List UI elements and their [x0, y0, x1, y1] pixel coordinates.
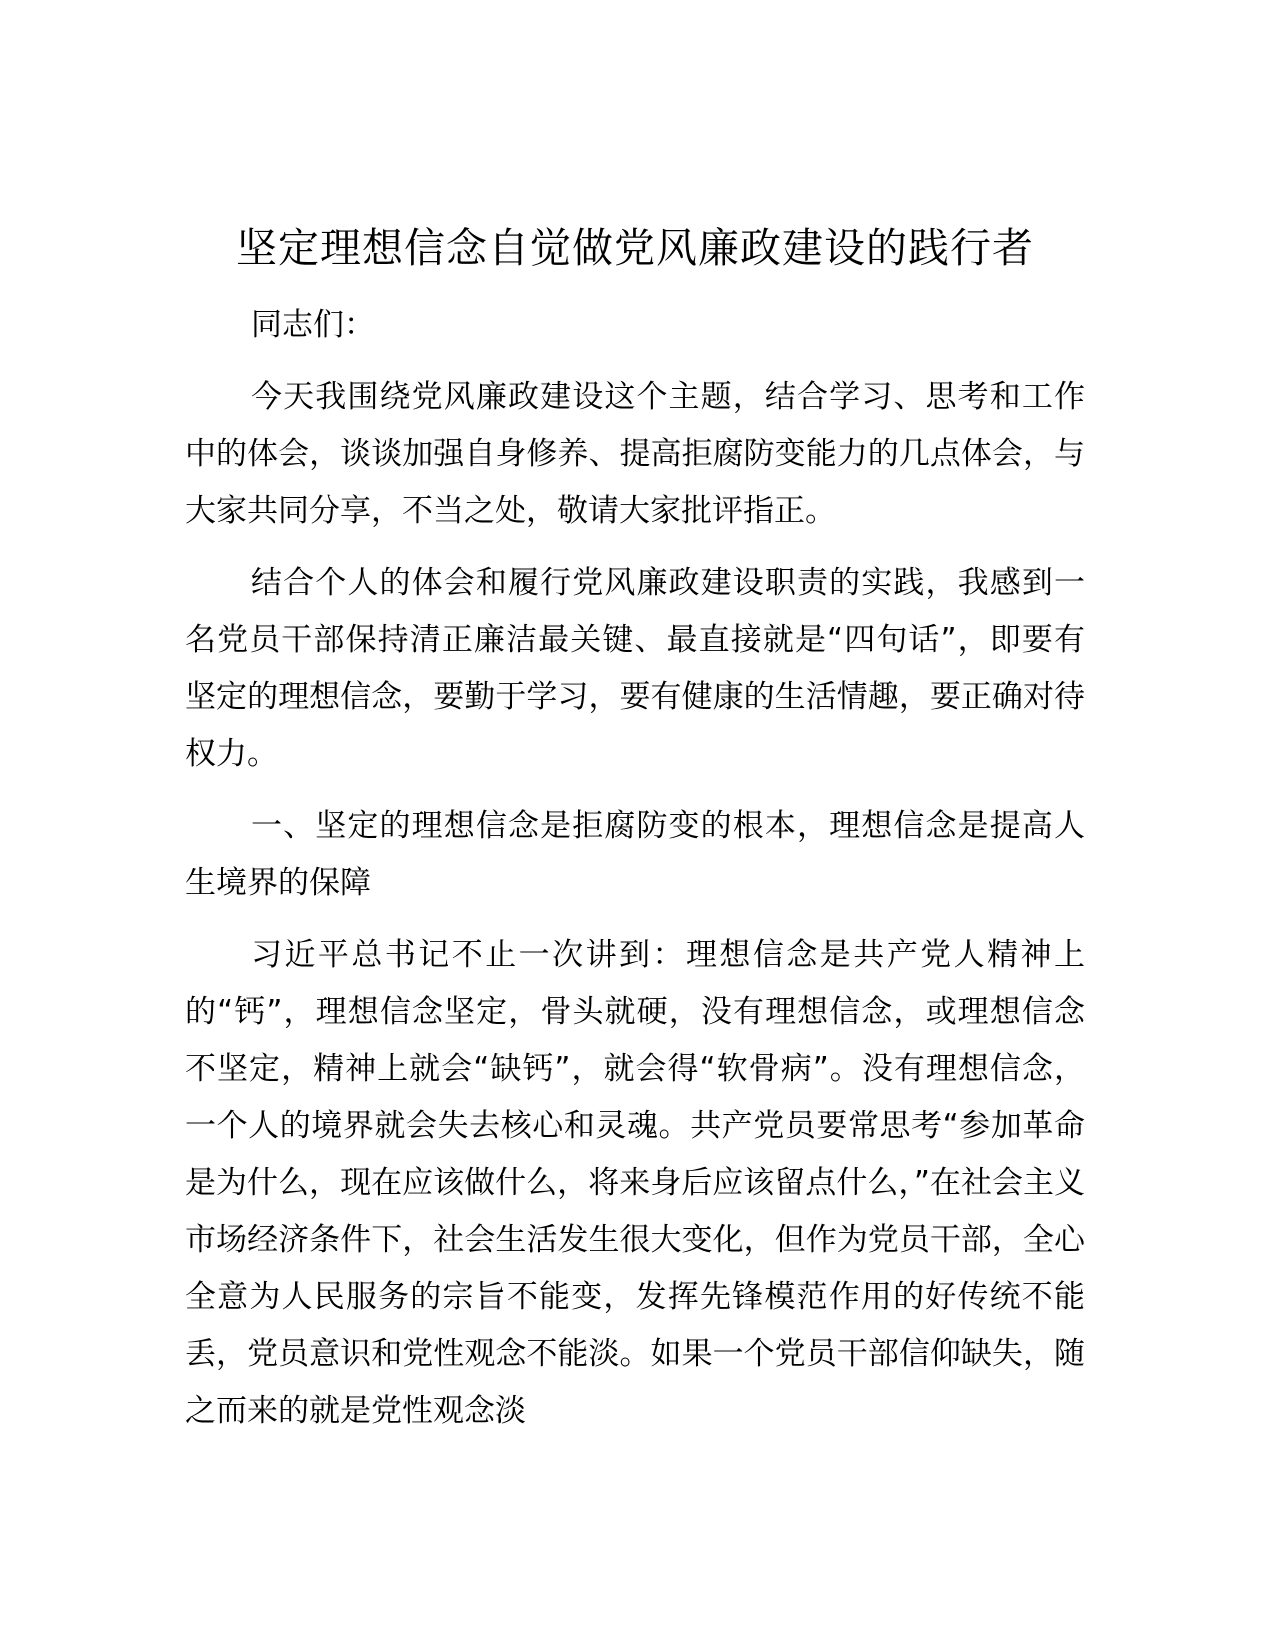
document-title: 坚定理想信念自觉做党风廉政建设的践行者: [236, 224, 1034, 272]
paragraph-intro: 今天我围绕党风廉政建设这个主题，结合学习、思考和工作中的体会，谈谈加强自身修养、提高拒腐防变能力的几点体会，与大家共同分享，不当之处，敬请大家批评指正。: [185, 379, 1085, 529]
document-body: [185, 297, 1085, 1455]
paragraph-four-points: 结合个人的体会和履行党风廉政建设职责的实践，我感到一名党员干部保持清正廉洁最关键、最直接就是“四句话”，即要有坚定的理想信念，要勤于学习，要有健康的生活情趣，要正确对待权力。: [185, 565, 1085, 772]
paragraph-ideals: 习近平总书记不止一次讲到：理想信念是共产党人精神上的“钙”，理想信念坚定，骨头就硬，没有理想信念，或理想信念不坚定，精神上就会“缺钙”，就会得“软骨病”。没有理想信念，一个人的境界就会失去核心和灵魂。共产党员要常思考“参加革命是为什么，现在应该做什么，将来身后应该留点什么，”在社会主义市场经济条件下，社会生活发生很大变化，但作为党员干部，全心全意为人民服务的宗旨不能变，发挥先锋模范作用的好传统不能丢，党员意识和党性观念不能淡。如果一个党员干部信仰缺失，随之而来的就是党性观念淡: [185, 937, 1085, 1429]
section-heading-one: 一、坚定的理想信念是拒腐防变的根本，理想信念是提高人生境界的保障: [185, 808, 1085, 901]
salutation: 同志们：: [251, 307, 375, 343]
